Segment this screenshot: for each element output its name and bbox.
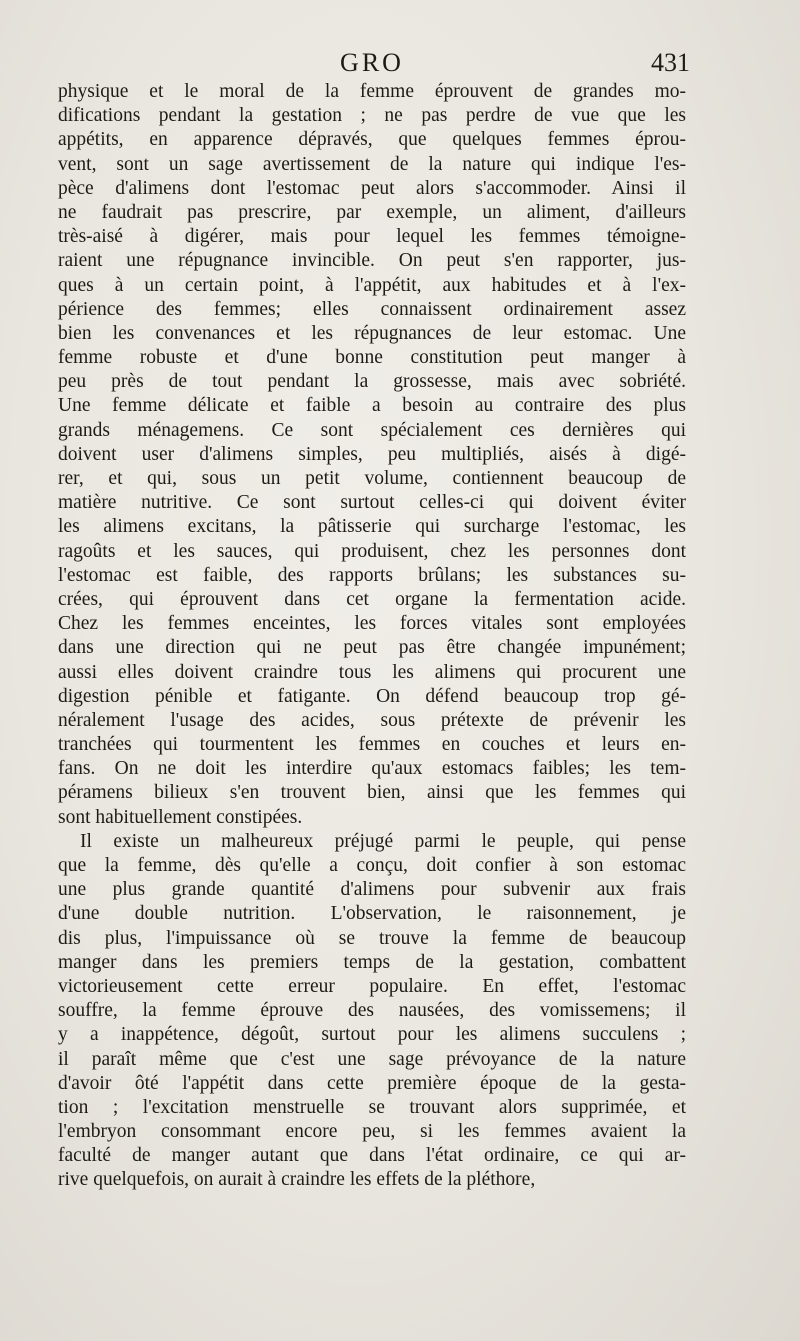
text-line: bien les convenances et les répugnances de leur estomac. Une: [58, 322, 686, 344]
running-head-title: GRO: [340, 48, 404, 77]
text-line: les alimens excitans, la pâtisserie qui surcharge l'estomac, les: [58, 516, 686, 538]
text-line: il paraît même que c'est une sage prévoyance de la nature: [58, 1048, 686, 1070]
text-line: difications pendant la gestation ; ne pas perdre de vue que les: [58, 105, 686, 127]
text-line: dans une direction qui ne peut pas être changée impunément;: [58, 637, 686, 659]
text-line: souffre, la femme éprouve des nausées, des vomissemens; il: [58, 1000, 686, 1022]
text-line: rer, et qui, sous un petit volume, contiennent beaucoup de: [58, 468, 686, 489]
text-line: faculté de manger autant que dans l'état ordinaire, ce qui ar-: [58, 1145, 686, 1167]
text-line: Une femme délicate et faible a besoin au contraire des plus: [58, 395, 686, 417]
paragraph: [58, 80, 686, 830]
text-line: vent, sont un sage avertissement de la nature qui indique l'es-: [58, 153, 686, 175]
paragraph: [58, 830, 686, 1193]
text-line: appétits, en apparence dépravés, que quelques femmes éprou-: [58, 129, 686, 151]
text-line: matière nutritive. Ce sont surtout celles-ci qui doivent éviter: [58, 492, 686, 514]
text-line: ne faudrait pas prescrire, par exemple, un aliment, d'ailleurs: [58, 201, 686, 223]
text-line: femme robuste et d'une bonne constitution peut manger à: [58, 347, 686, 369]
text-line: peu près de tout pendant la grossesse, mais avec sobriété.: [58, 371, 686, 393]
text-line: tranchées qui tourmentent les femmes en couches et leurs en-: [58, 734, 686, 756]
text-line: doivent user d'alimens simples, peu multipliés, aisés à digé-: [58, 443, 686, 465]
text-line: manger dans les premiers temps de la gestation, combattent: [58, 951, 686, 973]
text-line: une plus grande quantité d'alimens pour subvenir aux frais: [58, 879, 686, 901]
text-line: physique et le moral de la femme éprouvent de grandes mo-: [58, 81, 686, 102]
text-line: que la femme, dès qu'elle a conçu, doit confier à son estomac: [58, 855, 686, 876]
text-line: aussi elles doivent craindre tous les alimens qui procurent une: [58, 661, 686, 683]
running-head: [58, 46, 690, 80]
text-line: victorieusement cette erreur populaire. En effet, l'estomac: [58, 975, 686, 997]
text-line: ques à un certain point, à l'appétit, aux habitudes et à l'ex-: [58, 274, 686, 296]
text-line: péramens bilieux s'en trouvent bien, ainsi que les femmes qui: [58, 782, 686, 804]
text-line: rive quelquefois, on aurait à craindre les effets de la pléthore,: [58, 1169, 536, 1191]
text-line: ragoûts et les sauces, qui produisent, chez les personnes dont: [58, 540, 686, 562]
body-text: [58, 80, 686, 1193]
text-line: très-aisé à digérer, mais pour lequel les femmes témoigne-: [58, 226, 686, 248]
text-line: crées, qui éprouvent dans cet organe la fermentation acide.: [58, 588, 686, 610]
text-line: d'une double nutrition. L'observation, le raisonnement, je: [58, 903, 686, 925]
text-line: dis plus, l'impuissance où se trouve la femme de beaucoup: [58, 927, 686, 949]
text-line: tion ; l'excitation menstruelle se trouvant alors supprimée, et: [58, 1096, 686, 1118]
text-line: périence des femmes; elles connaissent ordinairement assez: [58, 298, 686, 320]
text-line: Il existe un malheureux préjugé parmi le peuple, qui pense: [80, 830, 686, 852]
text-line: l'embryon consommant encore peu, si les femmes avaient la: [58, 1121, 686, 1143]
text-line: fans. On ne doit les interdire qu'aux estomacs faibles; les tem-: [58, 758, 686, 780]
text-line: raient une répugnance invincible. On peut s'en rapporter, jus-: [58, 250, 686, 272]
text-line: y a inappétence, dégoût, surtout pour les alimens succulens ;: [58, 1024, 686, 1046]
text-line: Chez les femmes enceintes, les forces vitales sont employées: [58, 613, 686, 635]
text-line: sont habituellement constipées.: [58, 806, 303, 828]
text-line: l'estomac est faible, des rapports brûlans; les substances su-: [58, 564, 686, 586]
text-line: néralement l'usage des acides, sous prétexte de prévenir les: [58, 709, 686, 731]
text-line: digestion pénible et fatigante. On défend beaucoup trop gé-: [58, 685, 686, 707]
page-number: 431: [651, 48, 690, 77]
text-line: grands ménagemens. Ce sont spécialement ces dernières qui: [58, 419, 686, 441]
text-line: pèce d'alimens dont l'estomac peut alors s'accommoder. Ainsi il: [58, 177, 686, 199]
text-line: d'avoir ôté l'appétit dans cette première époque de la gesta-: [58, 1072, 686, 1094]
